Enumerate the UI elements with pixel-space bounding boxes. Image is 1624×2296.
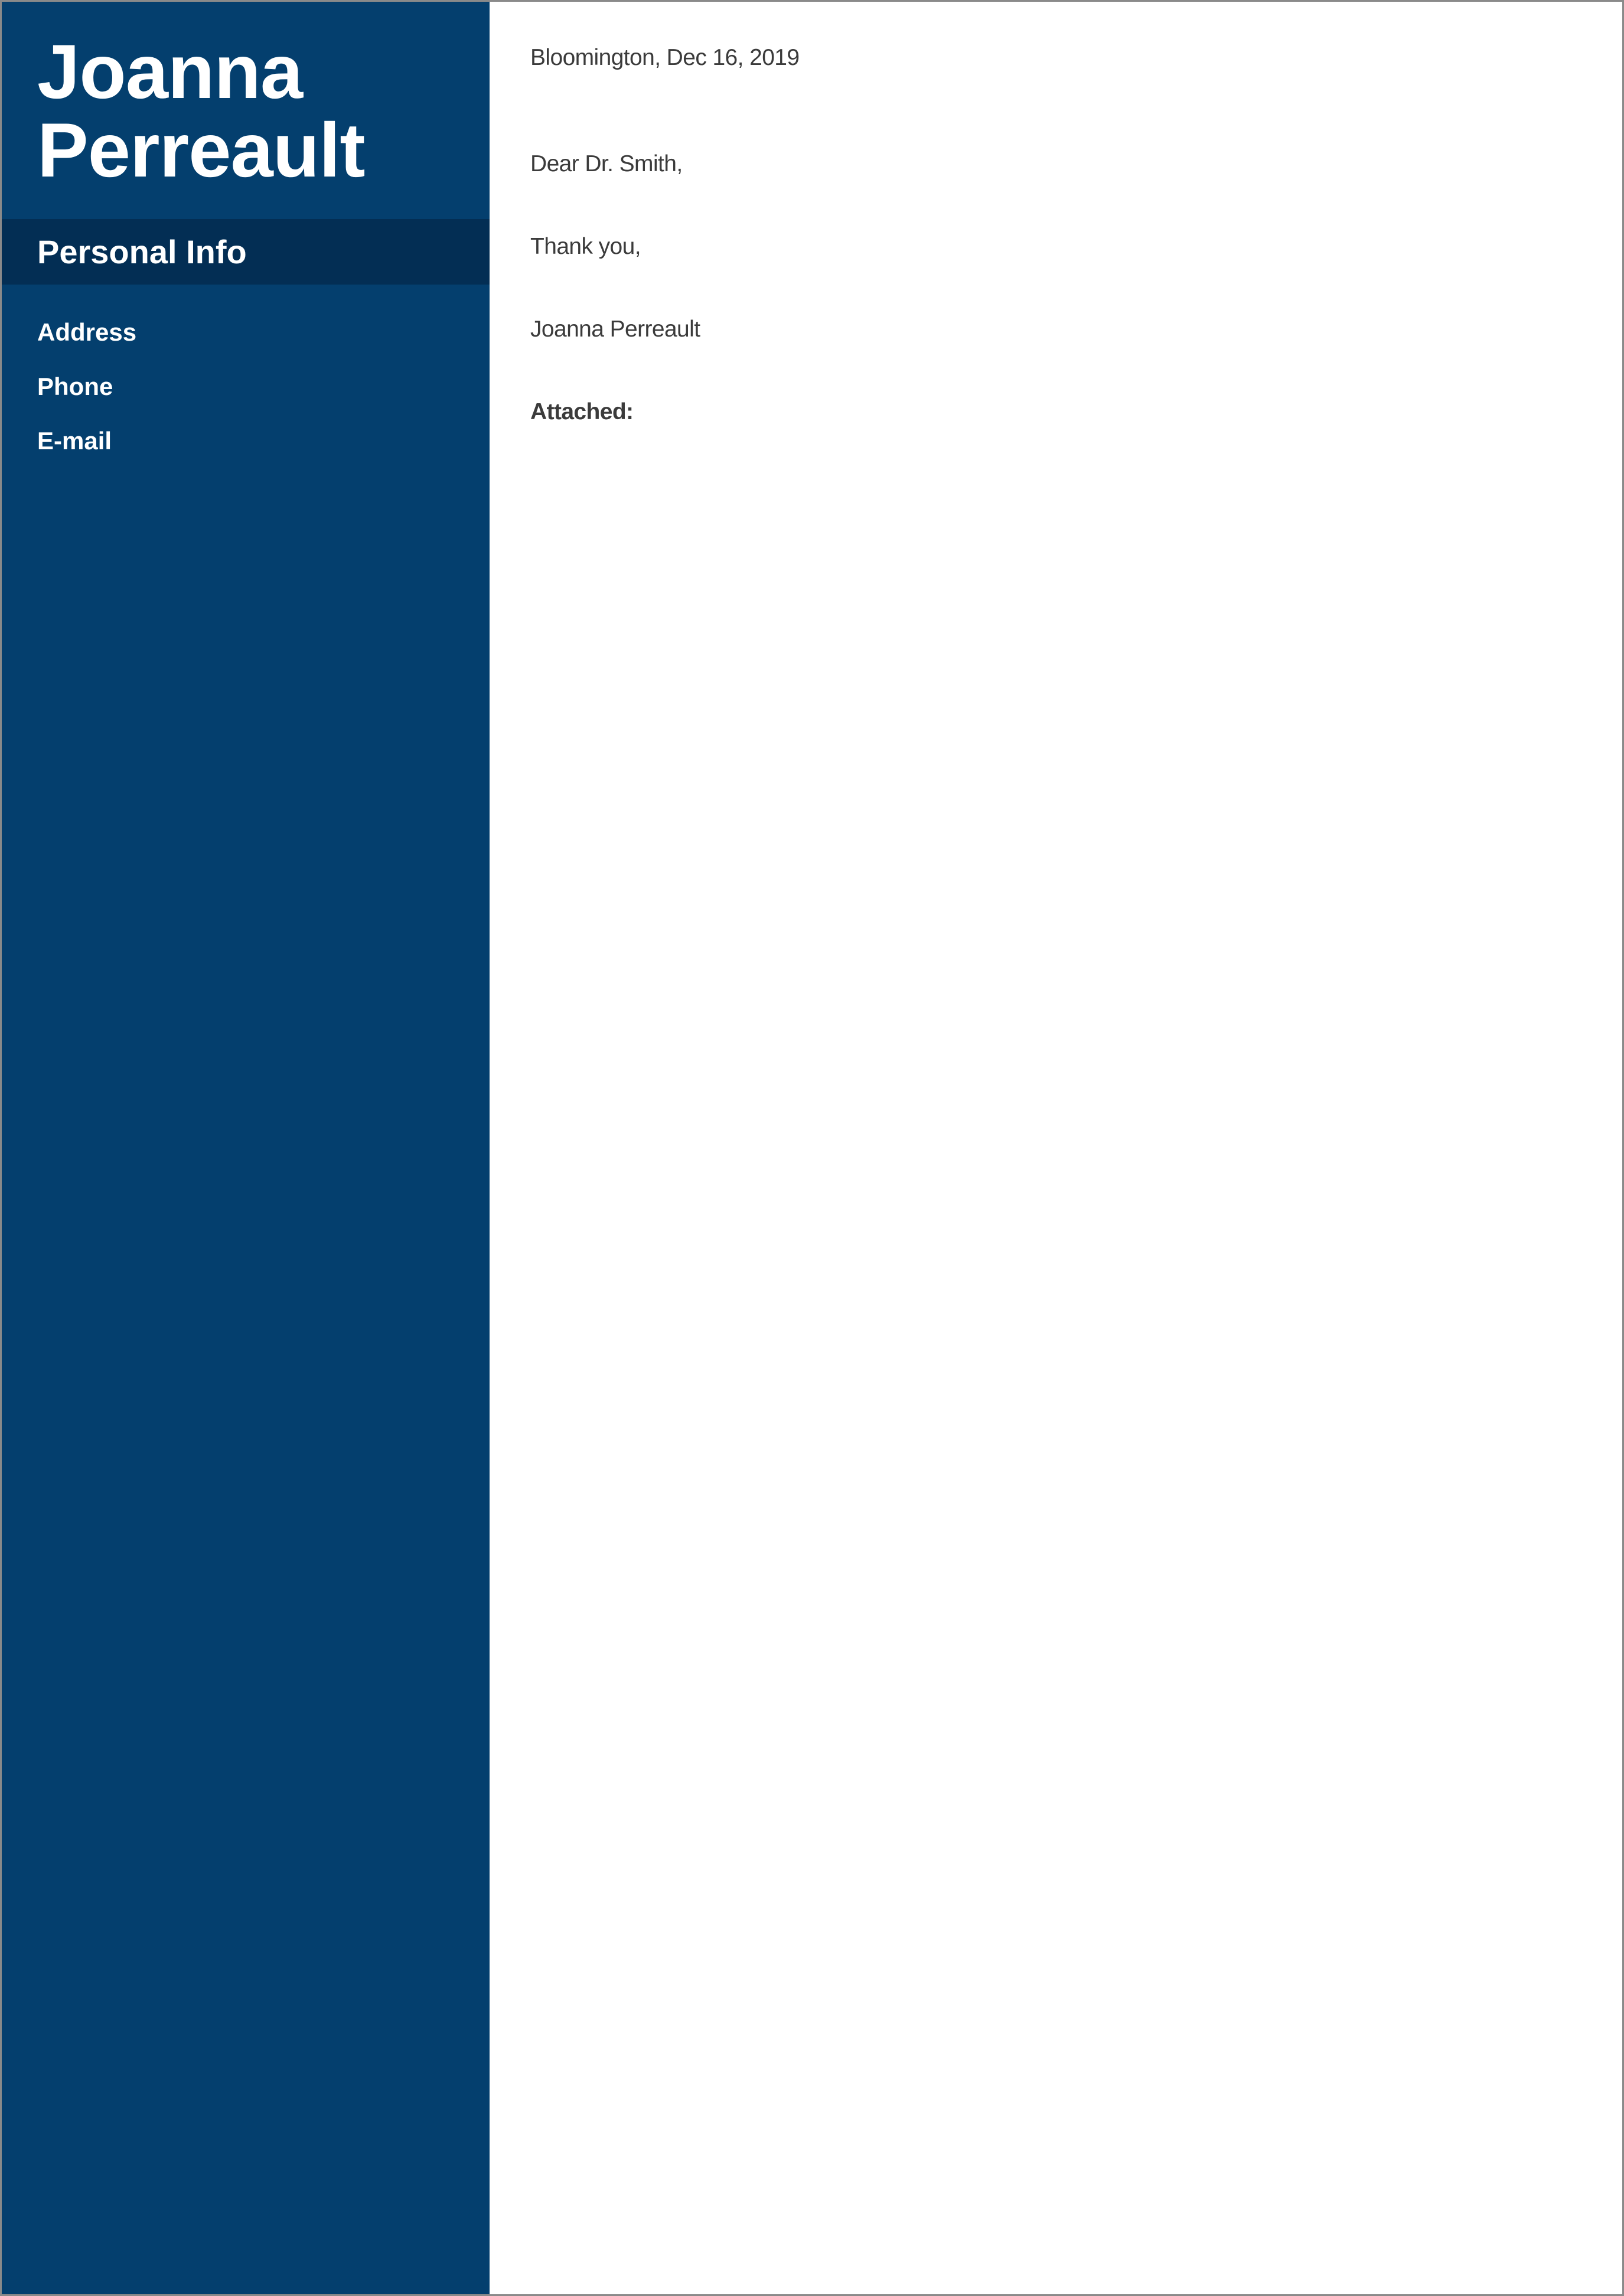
- personal-info-title: Personal Info: [37, 233, 247, 270]
- signature: Joanna Perreault: [530, 316, 700, 342]
- candidate-name: Joanna Perreault: [37, 28, 365, 193]
- contact-list: [2, 285, 490, 462]
- personal-info-header: [2, 219, 490, 285]
- letter-date: Bloomington, Dec 16, 2019: [530, 45, 800, 70]
- salutation: Dear Dr. Smith,: [530, 151, 683, 177]
- closing: Thank you,: [530, 234, 641, 259]
- contact-group: [37, 420, 466, 462]
- contact-label: Address: [37, 318, 137, 346]
- contact-group: [37, 366, 466, 407]
- contact-group: [37, 312, 466, 353]
- sidebar: [2, 2, 490, 2294]
- attachments-heading: Attached:: [530, 399, 634, 424]
- letter: [490, 2, 1622, 2294]
- contact-label: E-mail: [37, 427, 112, 455]
- contact-label: Phone: [37, 373, 113, 400]
- attachments-section: [530, 391, 1596, 433]
